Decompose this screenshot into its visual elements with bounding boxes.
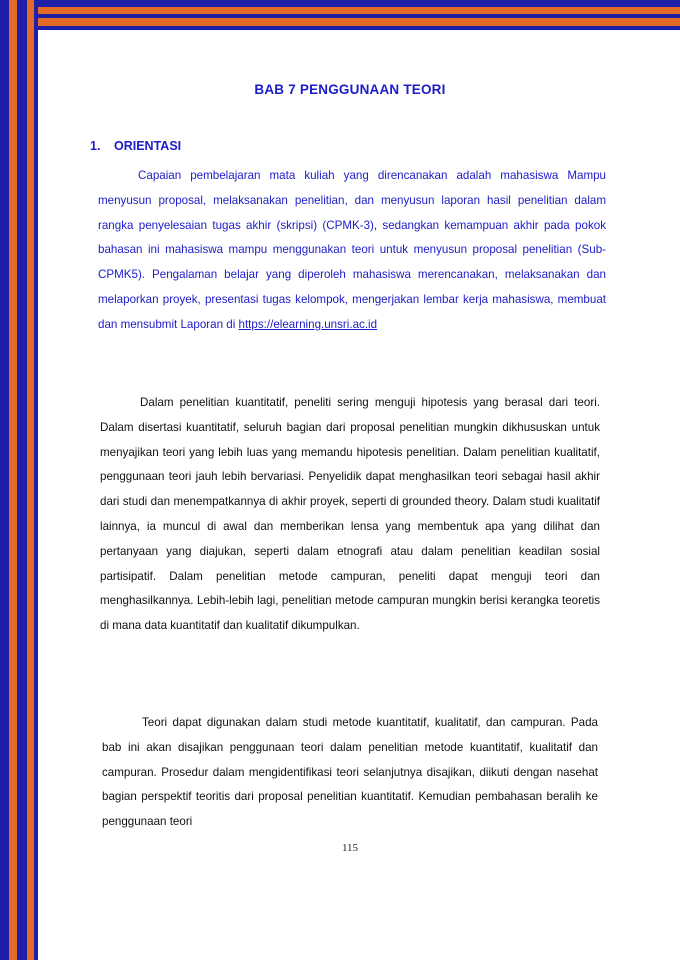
- section-heading: [90, 139, 181, 153]
- left-border-stripe-blue: [0, 0, 9, 960]
- left-border-stripe-blue: [17, 0, 27, 960]
- elearning-link[interactable]: https://elearning.unsri.ac.id: [238, 317, 378, 331]
- left-border-stripe-blue: [34, 0, 38, 960]
- page-number: 115: [341, 842, 359, 854]
- top-border-stripe-orange: [38, 18, 680, 26]
- body-paragraph-2: Dalam penelitian kuantitatif, peneliti sering menguji hipotesis yang berasal dari teori. Dalam disertasi kuantitatif, seluruh bagian dari proposal penelitian mungkin dikhususkan untuk menyajikan teori yang lebih luas yang memandu hipotesis penelitian. Dalam penelitian kualitatif, penggunaan teori jauh lebih bervariasi. Penyelidik dapat menghasilkan teori sebagai hasil akhir dari studi dan menempatkannya di akhir proyek, seperti di grounded theory. Dalam studi kualitatif lainnya, ia muncul di awal dan memberikan lensa yang membentuk apa yang dilihat dan pertanyaan yang diajukan, seperti dalam etnografi atau dalam penelitian keadilan sosial partisipatif. Dalam penelitian metode campuran, peneliti dapat menguji teori dan menghasilkannya. Lebih-lebih lagi, penelitian metode campuran mungkin berisi kerangka teoretis di mana data kuantitatif dan kualitatif dikumpulkan.: [100, 396, 600, 633]
- orientation-paragraph: [98, 164, 606, 338]
- orientation-text: Capaian pembelajaran mata kuliah yang direncanakan adalah mahasiswa Mampu menyusun proposal, melaksanakan penelitian, dan menyusun laporan hasil penelitian dalam rangka penyelesaian tugas akhir (skripsi) (CPMK-3), sedangkan kemampuan akhir pada pokok bahasan ini mahasiswa mampu menggunakan teori untuk menyusun proposal penelitian (Sub-CPMK5). Pengalaman belajar yang diperoleh mahasiswa merencanakan, melaksanakan dan melaporkan proyek, presentasi tugas kelompok, mengerjakan lembar kerja mahasiswa, membuat dan mensubmit Laporan di: [98, 169, 606, 331]
- left-border-stripe-orange: [27, 0, 34, 960]
- section-title: ORIENTASI: [114, 139, 182, 153]
- top-border-stripe-blue: [38, 26, 680, 30]
- section-number: 1.: [90, 139, 101, 153]
- top-border-stripe-orange: [38, 7, 680, 14]
- left-border-stripe-orange: [9, 0, 17, 960]
- chapter-title: BAB 7 PENGGUNAAN TEORI: [254, 82, 446, 97]
- body-paragraph-3: Teori dapat digunakan dalam studi metode kuantitatif, kualitatif, dan campuran. Pada bab ini akan disajikan penggunaan teori dalam penelitian metode kuantitatif, kualitatif dan campuran. Prosedur dalam mengidentifikasi teori selanjutnya disajikan, diikuti dengan nasehat bagian perspektif teoritis dari proposal penelitian kuantitatif. Kemudian pembahasan beralih ke penggunaan teori: [102, 716, 598, 829]
- top-border-stripe-blue: [38, 0, 680, 7]
